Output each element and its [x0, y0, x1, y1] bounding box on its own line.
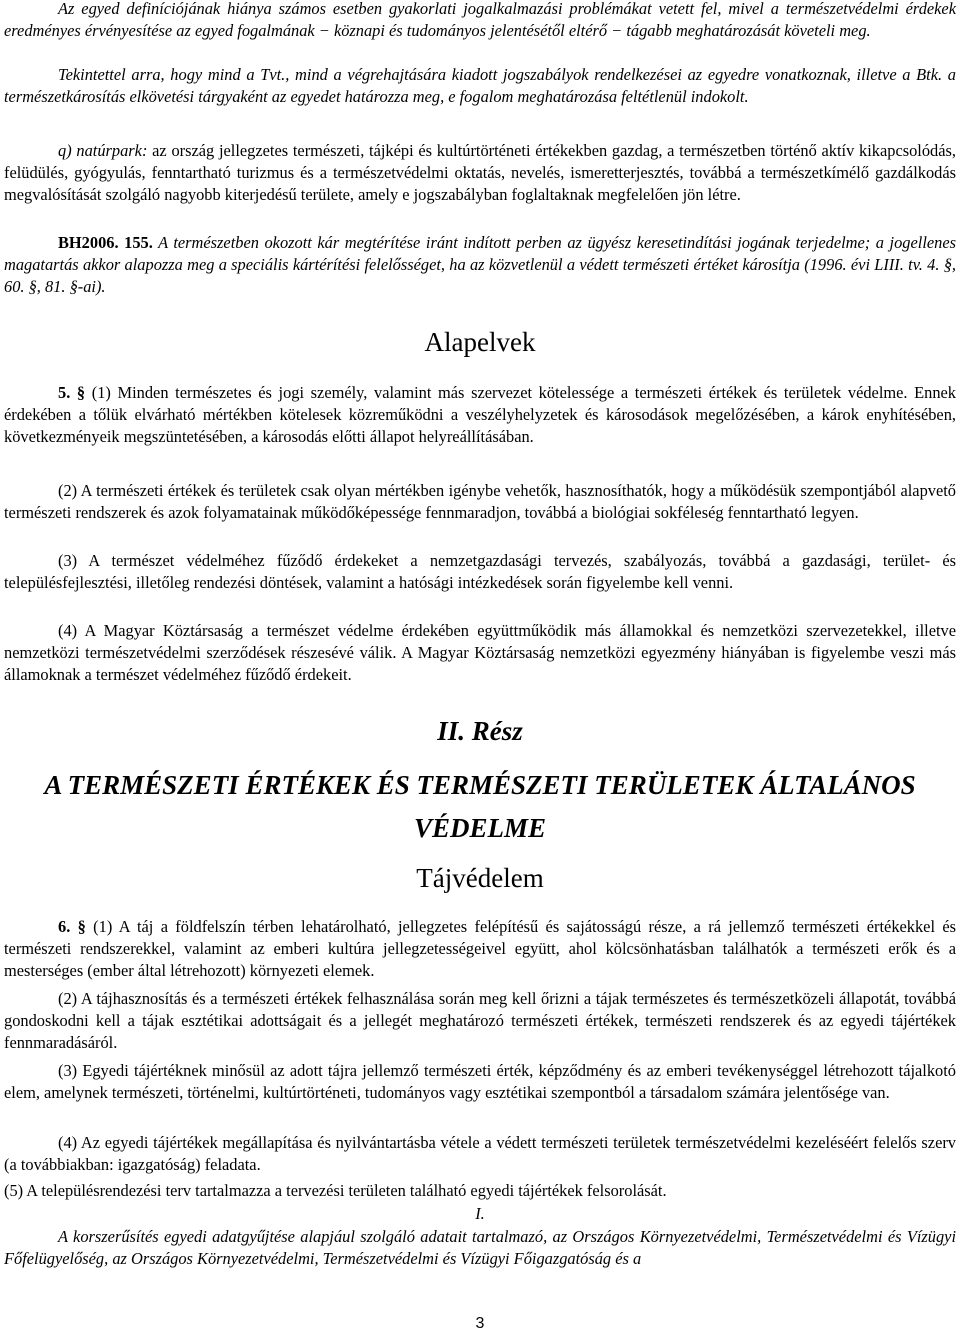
section-6-para-3: (3) Egyedi tájértéknek minősül az adott tájra jellemző természeti érték, képződmény és az emberi tevékenységgel létrehozott tájalkotó elem, amelynek természeti, történelmi, kultúrtörténeti, tudományos vagy esztétikai szempontból a társadalom számára jelentősége van. — [4, 1061, 956, 1102]
heading-alapelvek: Alapelvek — [424, 327, 536, 357]
paragraph-tekintettel: Tekintettel arra, hogy mind a Tvt., mind a végrehajtására kiadott jogszabályok rendelkezései az egyedre vonatkoznak, illetve a Btk. a természetkárosítás elkövetési tárgyaként az egyedet határozza meg, e fogalom meghatározása feltétlenül indokolt. — [4, 65, 956, 106]
section-6-number: 6. § — [58, 917, 86, 936]
paragraph-naturpark — [4, 140, 956, 206]
section-6-para-1-text: (1) A táj a földfelszín térben lehatárolható, jellegzetes felépítésű és sajátosságú része, a rá jellemző természeti értékekkel és természeti rendszerekkel, valamint az emberi kultúra jellegzetességeivel együtt, ahol kölcsönhatásban találhatók a természeti erők és a mesterséges (ember által létrehozott) környezeti elemek. — [4, 917, 956, 980]
section-6-para-5: (5) A településrendezési terv tartalmazza a tervezési területen található egyedi tájértékek felsorolását. — [4, 1181, 667, 1200]
paragraph-korszerusites: A korszerűsítés egyedi adatgyűjtése alapjául szolgáló adatait tartalmazó, az Országos Környezetvédelmi, Természetvédelmi és Vízügyi Főfelügyelőség, az Országos Környezetvédelmi, Természetvédelmi és Vízügyi Főigazgatóság és a — [4, 1227, 956, 1268]
heading-part-2: II. Rész — [437, 716, 523, 746]
section-5-para-1-text: (1) Minden természetes és jogi személy, valamint más szervezet kötelessége a természeti értékek és területek védelme. Ennek érdekében a tőlük elvárható mértékben kötelesek közreműködni a veszélyhelyzetek és károsodások megelőzésében, a károk enyhítésében, következményeik megszüntetésében, a károsodás előtti állapot helyreállításában. — [4, 383, 957, 446]
bh-ref: BH2006. 155. — [58, 233, 153, 252]
section-5-para-2: (2) A természeti értékek és területek csak olyan mértékben igénybe vehetők, hasznosíthatók, hogy a működésük szempontjából alapvető természeti rendszerek és azok folyamatainak működőképessége fennmaradjon, továbbá a biológiai sokféleség fenntartható legyen. — [4, 481, 956, 522]
paragraph-bh-reference — [4, 232, 956, 298]
section-6-para-1 — [4, 916, 956, 982]
roman-numeral-one: I. — [475, 1204, 485, 1223]
section-6-para-2: (2) A tájhasznosítás és a természeti értékek felhasználása során meg kell őrizni a tájak természetes és természetközeli állapotát, továbbá gondoskodni kell a tájak esztétikai adottságait és a jellegét meghatározó természeti értékek, természeti rendszerek és az egyedi tájértékek fennmaradásáról. — [4, 989, 956, 1052]
section-5-para-3: (3) A természet védelméhez fűződő érdekeket a nemzetgazdasági tervezés, szabályozás, továbbá a gazdasági, terület- és településfejlesztési, illetőleg rendezési döntések, valamint a hatósági intézkedések során figyelembe kell venni. — [4, 551, 956, 592]
naturpark-label: q) natúrpark: — [58, 141, 148, 160]
section-5-number: 5. § — [58, 383, 86, 402]
bh-text: A természetben okozott kár megtérítése iránt indított perben az ügyész keresetindítási jogának terjedelme; a jogellenes magatartás akkor alapozza meg a speciális kártérítési felelősséget, ha az közvetlenül a védett természeti értéket károsítja (1996. évi LIII. tv. 4. §, 60. §, 81. §-ai). — [4, 233, 956, 296]
heading-tajvedelem: Tájvédelem — [416, 863, 544, 893]
section-5-para-4: (4) A Magyar Köztársaság a természet védelme érdekében együttműködik más államokkal és nemzetközi szervezetekkel, illetve nemzetközi természetvédelmi szerződések részesévé válik. A Magyar Köztársaság nemzetközi egyezmény hiányában is figyelembe veszi más államoknak a természet védelméhez fűződő érdekeit. — [4, 621, 956, 684]
section-5-para-1 — [4, 382, 956, 448]
page-number: 3 — [475, 1315, 485, 1332]
section-6-para-4: (4) Az egyedi tájértékek megállapítása és nyilvántartásba vétele a védett természeti területek természetvédelmi kezeléséért felelős szerv (a továbbiakban: igazgatóság) feladata. — [4, 1133, 956, 1174]
naturpark-text: az ország jellegzetes természeti, tájképi és kultúrtörténeti értékekben gazdag, a természetben történő aktív kikapcsolódás, felüdülés, gyógyulás, fenntartható turizmus és a természetvédelmi oktatás, nevelés, ismeretterjesztés, továbbá a természetkímélő gazdálkodás megvalósítását szolgáló nagyobb kiterjedésű területe, amely e jogszabályban foglaltaknak megfelelően jön létre. — [4, 141, 956, 204]
paragraph-egyed-definition: Az egyed definíciójának hiánya számos esetben gyakorlati jogalkalmazási problémákat vetett fel, mivel a természetvédelmi érdekek eredményes érvényesítése az egyed fogalmának − köznapi és tudományos jelentésétől eltérő − tágabb meghatározását követeli meg. — [4, 0, 956, 40]
heading-part-2-title: A TERMÉSZETI ÉRTÉKEK ÉS TERMÉSZETI TERÜLETEK ÁLTALÁNOS VÉDELME — [44, 770, 916, 843]
